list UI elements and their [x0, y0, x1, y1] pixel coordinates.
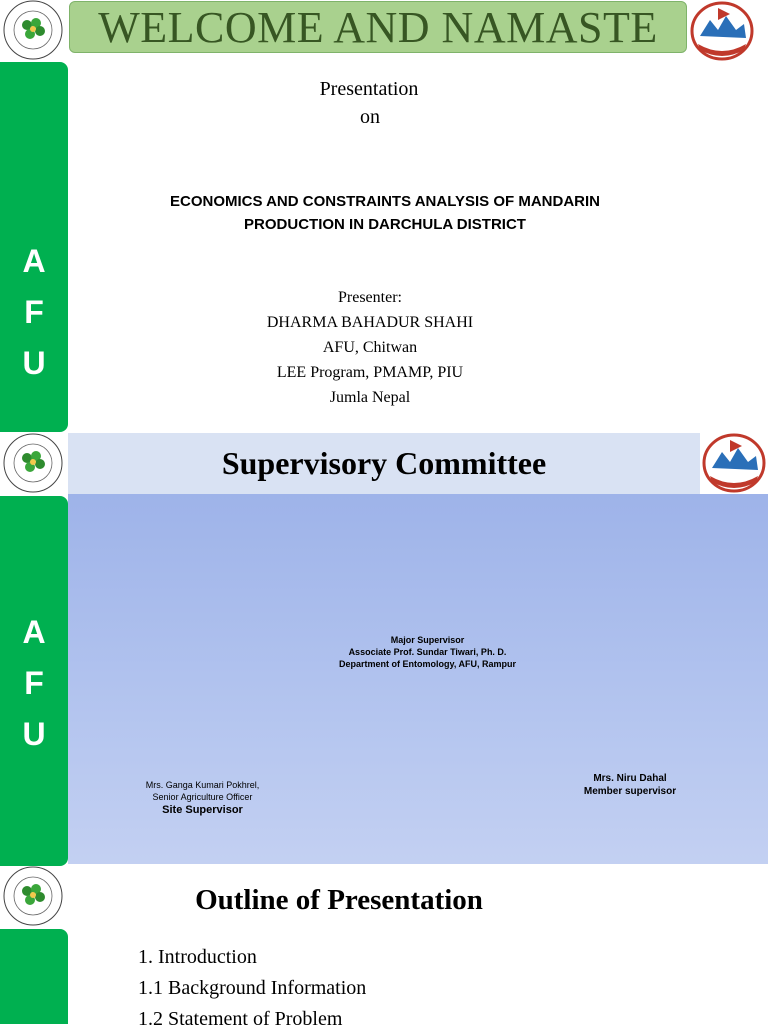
sidebar-letter-u: U	[22, 716, 46, 752]
presenter-affiliation: AFU, Chitwan	[322, 339, 418, 356]
outline-item: 1. Introduction	[138, 946, 257, 968]
presenter-program: LEE Program, PMAMP, PIU	[276, 364, 464, 381]
on-label: on	[360, 106, 380, 128]
welcome-banner: WELCOME AND NAMASTE	[69, 1, 687, 53]
presentation-title	[135, 190, 635, 236]
site-position: Senior Agriculture Officer	[152, 792, 253, 802]
site-name: Mrs. Ganga Kumari Pokhrel,	[145, 780, 260, 790]
major-role: Major Supervisor	[390, 635, 465, 645]
major-supervisor	[300, 634, 555, 670]
presenter-location: Jumla Nepal	[329, 389, 411, 406]
major-name: Associate Prof. Sundar Tiwari, Ph. D.	[348, 647, 507, 657]
afu-sidebar	[0, 496, 68, 866]
sidebar-letter-f: F	[24, 294, 44, 330]
outline-title: Outline of Presentation	[195, 884, 483, 916]
sidebar-letter-a: A	[22, 614, 46, 650]
member-name: Mrs. Niru Dahal	[593, 773, 667, 784]
presenter-block	[230, 285, 510, 410]
presentation-label: Presentation	[319, 78, 419, 100]
title-line-2: PRODUCTION IN DARCHULA DISTRICT	[244, 216, 526, 233]
outline-item: 1.2 Statement of Problem	[138, 1008, 343, 1030]
site-supervisor	[125, 779, 280, 817]
sidebar-letter-a: A	[22, 243, 46, 279]
site-role: Site Supervisor	[162, 804, 243, 816]
nepal-govt-emblem	[688, 0, 756, 62]
afu-logo	[3, 433, 63, 493]
member-supervisor	[560, 772, 700, 798]
presenter-name: DHARMA BAHADUR SHAHI	[266, 314, 474, 331]
sidebar-letter-f: F	[24, 665, 44, 701]
major-dept: Department of Entomology, AFU, Rampur	[338, 659, 516, 669]
supervisory-title: Supervisory Committee	[68, 433, 700, 494]
outline-item: 1.1 Background Information	[138, 977, 367, 999]
afu-logo	[3, 0, 63, 60]
sidebar-letter-u: U	[22, 345, 46, 381]
member-role: Member supervisor	[583, 786, 677, 797]
nepal-govt-emblem	[700, 432, 768, 494]
afu-sidebar	[0, 929, 68, 1024]
presenter-label: Presenter:	[338, 289, 402, 306]
title-line-1: ECONOMICS AND CONSTRAINTS ANALYSIS OF MANDARIN	[169, 193, 600, 210]
